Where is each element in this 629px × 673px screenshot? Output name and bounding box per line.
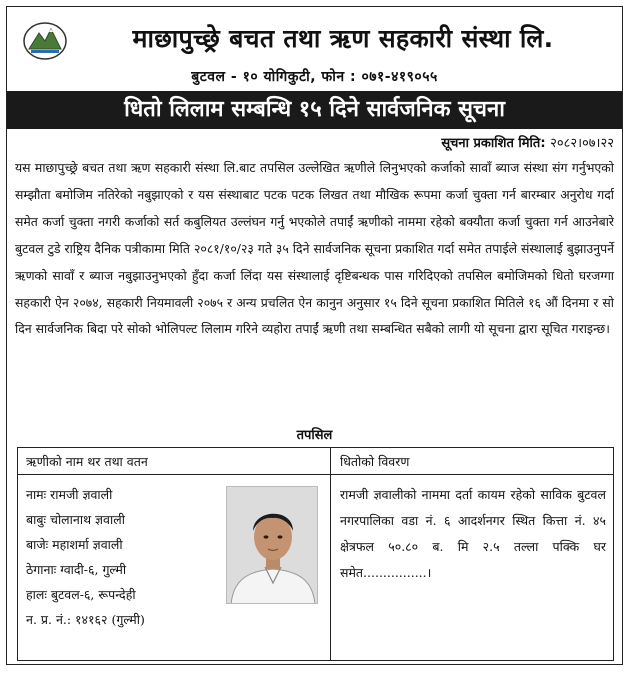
notice-header	[7, 7, 622, 91]
published-date-label: सूचना प्रकाशित मिति:	[441, 136, 546, 151]
details-table	[17, 447, 614, 661]
borrower-photo	[226, 486, 318, 604]
header-row-divider	[18, 474, 613, 475]
person-photo-icon	[227, 487, 318, 604]
mountain-logo-icon	[23, 21, 67, 61]
collateral-column-header: धितोको विवरण	[340, 454, 410, 469]
borrower-current-address: हालः बुटवल-६, रूपन्देही	[26, 587, 136, 602]
borrower-details	[26, 482, 226, 632]
organization-address: बुटवल - १० योगिकुटी, फोन : ०७१-४१९०५५	[191, 69, 438, 85]
organization-name: माछापुच्छ्रे बचत तथा ऋण सहकारी संस्था लि.	[132, 24, 554, 53]
borrower-father: बाबुः चोलानाथ ज्ञवाली	[26, 512, 125, 527]
column-divider	[330, 448, 331, 660]
notice-frame	[6, 6, 623, 665]
borrower-citizenship-number: न. प्र. नं.: १४१६२ (गुल्मी)	[26, 612, 145, 627]
borrower-name: नामः रामजी ज्ञवाली	[26, 487, 113, 502]
notice-title: धितो लिलाम सम्बन्धि १५ दिने सार्वजनिक सूचना	[7, 91, 622, 129]
notice-body: यस माछापुच्छ्रे बचत तथा ऋण सहकारी संस्था लि.बाट तपसिल उल्लेखित ऋणीले लिनुभएको कर्जाको सावाँ ब्याज संस्था संग गर्नुभएको सम्झौता बमोजिम नतिरेको नबुझाएको र यस संस्थाबाट पटक पटक लिखत तथा मौखिक रूपमा कर्जा चुक्ता गर्न बारम्बार अनुरोध गर्दा समेत कर्जा चुक्ता नगरी कर्जाको सर्त कबुलियत उल्लंघन गर्नु भएकोले तपाईं ऋणीको नाममा रहेको बक्यौता कर्जा चुक्ता गर्न आउनेबारे बुटवल टुडे राष्ट्रिय दैनिक पत्रीकामा मिति २०८१/१०/२३ गते ३५ दिने सार्वजनिक सूचना प्रकाशित गर्दा समेत तपाईले संस्थालाई बुझाउनुपर्ने ऋणको सावाँ र ब्याज नबुझाउनुभएको हुँदा कर्जा लिंदा यस संस्थालाई दृष्टिबन्धक पास गरिदिएको तपसिल बमोजिमको धितो घरजग्गा सहकारी ऐन २०७४, सहकारी नियमावली २०७५ र अन्य प्रचलित ऐन कानुन अनुसार १५ दिने सूचना प्रकाशित मितिले १६ औं दिनमा र सो दिन सार्वजनिक बिदा परे सोको भोलिपल्ट लिलाम गरिने व्यहोरा तपाईं ऋणी तथा सम्बन्धित सबैको लागी यो सूचना द्वारा सूचित गराइन्छ।	[15, 160, 615, 337]
published-date-value: २०८२।०७।२२	[550, 136, 614, 151]
collateral-description: रामजी ज्ञवालीको नाममा दर्ता कायम रहेको साविक बुटवल नगरपालिका वडा नं. ६ आदर्शनगर स्थित कित्ता नं. ४५ क्षेत्रफल ५०.८० ब. मि २.५ तल्ला पक्कि घर समेत................।	[340, 487, 606, 580]
borrower-permanent-address: ठेगानाः ग्वादी-६, गुल्मी	[26, 562, 127, 577]
borrower-column-header: ऋणीको नाम थर तथा वतन	[26, 454, 148, 469]
details-heading: तपसिल	[296, 428, 333, 443]
published-date-line	[441, 133, 614, 151]
borrower-grandfather: बाजेः महाशर्मा ज्ञवाली	[26, 537, 123, 552]
